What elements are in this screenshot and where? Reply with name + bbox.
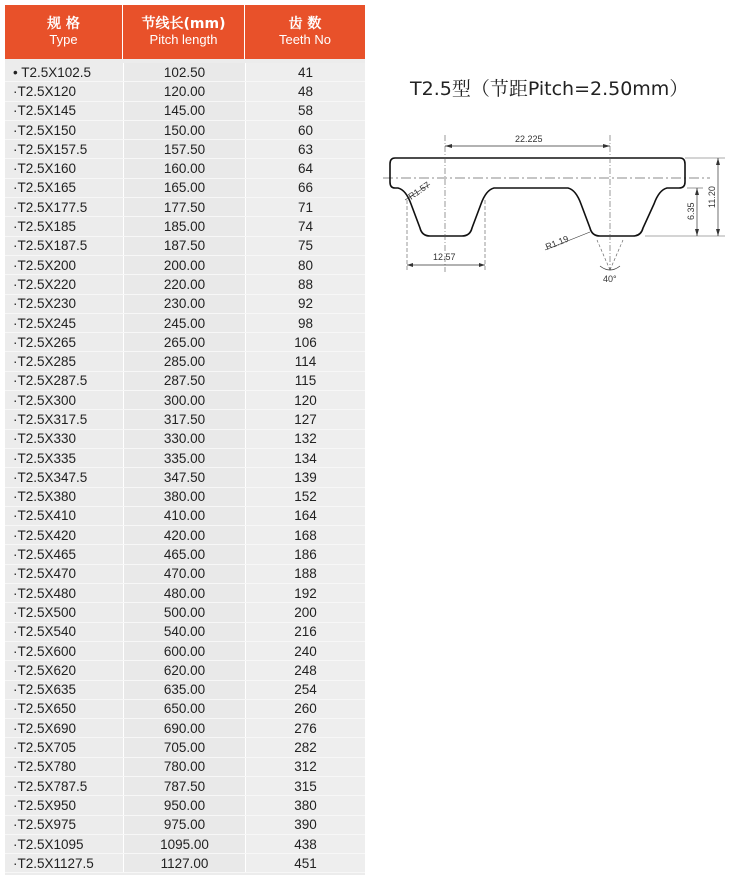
cell-pitch-length: 380.00 <box>123 488 245 506</box>
cell-teeth-no: 315 <box>245 777 365 795</box>
cell-teeth-no: 451 <box>245 854 365 872</box>
table-row <box>5 603 365 622</box>
cell-type: ·T2.5X480 <box>13 585 77 601</box>
cell-teeth-no: 188 <box>245 565 365 583</box>
cell-pitch-length: 780.00 <box>123 758 245 776</box>
cell-pitch-length: 177.50 <box>123 198 245 216</box>
cell-type: ·T2.5X780 <box>13 759 77 775</box>
cell-teeth-no: 114 <box>245 352 365 370</box>
cell-type: ·T2.5X230 <box>13 296 77 312</box>
cell-teeth-no: 192 <box>245 584 365 602</box>
arrow-icon <box>603 144 610 148</box>
table-row <box>5 198 365 217</box>
cell-pitch-length: 620.00 <box>123 661 245 679</box>
table-header <box>5 5 365 59</box>
cell-teeth-no: 168 <box>245 526 365 544</box>
cell-pitch-length: 120.00 <box>123 82 245 100</box>
cell-type: ·T2.5X650 <box>13 701 77 717</box>
table-row <box>5 796 365 815</box>
cell-type: ·T2.5X150 <box>13 122 77 138</box>
cell-pitch-length: 480.00 <box>123 584 245 602</box>
cell-pitch-length: 187.50 <box>123 237 245 255</box>
cell-teeth-no: 134 <box>245 449 365 467</box>
table-body <box>5 59 365 875</box>
arrow-icon <box>445 144 452 148</box>
cell-pitch-length: 102.50 <box>123 63 245 81</box>
cell-teeth-no: 80 <box>245 256 365 274</box>
belt-outline <box>390 158 685 236</box>
table-row <box>5 488 365 507</box>
cell-type: ·T2.5X540 <box>13 624 77 640</box>
cell-type: ·T2.5X300 <box>13 392 77 408</box>
cell-pitch-length: 500.00 <box>123 603 245 621</box>
arrow-icon <box>716 158 720 165</box>
cell-teeth-no: 115 <box>245 372 365 390</box>
cell-type: ·T2.5X705 <box>13 740 77 756</box>
table-row <box>5 507 365 526</box>
cell-pitch-length: 950.00 <box>123 796 245 814</box>
cell-type: ·T2.5X380 <box>13 489 77 505</box>
table-row <box>5 777 365 796</box>
table-row <box>5 835 365 854</box>
angle-label: 40° <box>603 274 617 284</box>
table-row <box>5 526 365 545</box>
cell-pitch-length: 145.00 <box>123 102 245 120</box>
cell-pitch-length: 540.00 <box>123 623 245 641</box>
tooth-width-label: 12.57 <box>433 252 456 262</box>
cell-type: ·T2.5X330 <box>13 431 77 447</box>
table-row <box>5 372 365 391</box>
cell-type: ·T2.5X787.5 <box>13 778 88 794</box>
table-row <box>5 758 365 777</box>
cell-type: ·T2.5X265 <box>13 334 77 350</box>
cell-pitch-length: 335.00 <box>123 449 245 467</box>
table-row <box>5 352 365 371</box>
cell-teeth-no: 139 <box>245 468 365 486</box>
table-row <box>5 661 365 680</box>
radius-bottom-label: R1.19 <box>544 233 571 252</box>
table-row <box>5 854 365 873</box>
header-pitch-length: 节线长(mm) Pitch length <box>123 5 245 59</box>
cell-type: ·T2.5X165 <box>13 180 77 196</box>
cell-teeth-no: 254 <box>245 681 365 699</box>
table-row <box>5 738 365 757</box>
cell-teeth-no: 120 <box>245 391 365 409</box>
cell-teeth-no: 380 <box>245 796 365 814</box>
cell-pitch-length: 287.50 <box>123 372 245 390</box>
radius-top-label: R1.57 <box>406 179 432 202</box>
angle-line <box>610 240 623 270</box>
cell-type: ·T2.5X347.5 <box>13 469 88 485</box>
cell-pitch-length: 230.00 <box>123 295 245 313</box>
cell-type: ·T2.5X220 <box>13 276 77 292</box>
cell-type: ·T2.5X317.5 <box>13 411 88 427</box>
cell-teeth-no: 88 <box>245 275 365 293</box>
cell-type: ·T2.5X1095 <box>13 836 84 852</box>
cell-teeth-no: 200 <box>245 603 365 621</box>
table-row <box>5 681 365 700</box>
cell-teeth-no: 186 <box>245 545 365 563</box>
cell-pitch-length: 1095.00 <box>123 835 245 853</box>
cell-teeth-no: 92 <box>245 295 365 313</box>
cell-teeth-no: 312 <box>245 758 365 776</box>
cell-type: ·T2.5X200 <box>13 257 77 273</box>
cell-teeth-no: 64 <box>245 159 365 177</box>
arrow-icon <box>407 263 413 267</box>
cell-teeth-no: 60 <box>245 121 365 139</box>
cell-pitch-length: 1127.00 <box>123 854 245 872</box>
table-row <box>5 430 365 449</box>
cell-pitch-length: 245.00 <box>123 314 245 332</box>
cell-pitch-length: 185.00 <box>123 217 245 235</box>
cell-teeth-no: 75 <box>245 237 365 255</box>
cell-pitch-length: 220.00 <box>123 275 245 293</box>
table-row <box>5 333 365 352</box>
cell-teeth-no: 216 <box>245 623 365 641</box>
cell-teeth-no: 98 <box>245 314 365 332</box>
cell-teeth-no: 438 <box>245 835 365 853</box>
cell-type: • T2.5X102.5 <box>13 64 92 80</box>
cell-teeth-no: 71 <box>245 198 365 216</box>
cell-teeth-no: 41 <box>245 63 365 81</box>
table-row <box>5 121 365 140</box>
total-height-label: 11.20 <box>707 186 717 208</box>
cell-pitch-length: 410.00 <box>123 507 245 525</box>
cell-teeth-no: 152 <box>245 488 365 506</box>
cell-type: ·T2.5X950 <box>13 797 77 813</box>
cell-teeth-no: 74 <box>245 217 365 235</box>
cell-pitch-length: 420.00 <box>123 526 245 544</box>
header-teeth-no: 齿 数 Teeth No <box>278 16 332 47</box>
cell-pitch-length: 975.00 <box>123 816 245 834</box>
cell-type: ·T2.5X600 <box>13 643 77 659</box>
cell-type: ·T2.5X185 <box>13 219 77 235</box>
cell-type: ·T2.5X157.5 <box>13 141 88 157</box>
drawing-title: T2.5型（节距Pitch=2.50mm） <box>410 78 689 100</box>
table-row <box>5 102 365 121</box>
table-row <box>5 63 365 82</box>
arrow-icon <box>479 263 485 267</box>
arrow-icon <box>695 188 699 195</box>
table-row <box>5 816 365 835</box>
table-row <box>5 391 365 410</box>
cell-type: ·T2.5X470 <box>13 566 77 582</box>
cell-pitch-length: 650.00 <box>123 700 245 718</box>
table-row <box>5 256 365 275</box>
cell-teeth-no: 240 <box>245 642 365 660</box>
table-row <box>5 719 365 738</box>
cell-pitch-length: 317.50 <box>123 410 245 428</box>
tooth-height-label: 6.35 <box>686 202 696 220</box>
cell-pitch-length: 150.00 <box>123 121 245 139</box>
cell-pitch-length: 165.00 <box>123 179 245 197</box>
cell-teeth-no: 282 <box>245 738 365 756</box>
cell-type: ·T2.5X635 <box>13 682 77 698</box>
table-row <box>5 237 365 256</box>
cell-type: ·T2.5X145 <box>13 103 77 119</box>
table-row <box>5 314 365 333</box>
cell-type: ·T2.5X187.5 <box>13 238 88 254</box>
cell-pitch-length: 160.00 <box>123 159 245 177</box>
cell-pitch-length: 157.50 <box>123 140 245 158</box>
cell-pitch-length: 285.00 <box>123 352 245 370</box>
table-row <box>5 275 365 294</box>
header-type: 规 格 Type <box>5 5 123 59</box>
spec-table <box>5 5 365 875</box>
belt-profile-drawing <box>375 120 730 290</box>
table-row <box>5 217 365 236</box>
cell-pitch-length: 265.00 <box>123 333 245 351</box>
cell-type: ·T2.5X465 <box>13 547 77 563</box>
cell-type: ·T2.5X335 <box>13 450 77 466</box>
table-row <box>5 82 365 101</box>
cell-teeth-no: 127 <box>245 410 365 428</box>
table-row <box>5 179 365 198</box>
cell-pitch-length: 635.00 <box>123 681 245 699</box>
table-row <box>5 642 365 661</box>
cell-teeth-no: 260 <box>245 700 365 718</box>
cell-teeth-no: 106 <box>245 333 365 351</box>
cell-teeth-no: 132 <box>245 430 365 448</box>
cell-type: ·T2.5X690 <box>13 720 77 736</box>
angle-line <box>597 240 610 270</box>
cell-teeth-no: 58 <box>245 102 365 120</box>
cell-type: ·T2.5X245 <box>13 315 77 331</box>
cell-pitch-length: 465.00 <box>123 545 245 563</box>
table-row <box>5 545 365 564</box>
cell-teeth-no: 63 <box>245 140 365 158</box>
table-row <box>5 468 365 487</box>
cell-teeth-no: 390 <box>245 816 365 834</box>
cell-teeth-no: 66 <box>245 179 365 197</box>
table-row <box>5 623 365 642</box>
cell-pitch-length: 690.00 <box>123 719 245 737</box>
cell-type: ·T2.5X177.5 <box>13 199 88 215</box>
table-row <box>5 449 365 468</box>
cell-pitch-length: 200.00 <box>123 256 245 274</box>
cell-type: ·T2.5X160 <box>13 161 77 177</box>
table-row <box>5 410 365 429</box>
cell-type: ·T2.5X500 <box>13 604 77 620</box>
cell-pitch-length: 600.00 <box>123 642 245 660</box>
cell-type: ·T2.5X1127.5 <box>13 855 94 871</box>
table-row <box>5 584 365 603</box>
cell-teeth-no: 276 <box>245 719 365 737</box>
table-row <box>5 700 365 719</box>
cell-pitch-length: 300.00 <box>123 391 245 409</box>
cell-type: ·T2.5X410 <box>13 508 77 524</box>
table-row <box>5 565 365 584</box>
cell-type: ·T2.5X975 <box>13 817 77 833</box>
cell-pitch-length: 705.00 <box>123 738 245 756</box>
pitch-label: 22.225 <box>515 134 543 144</box>
cell-pitch-length: 347.50 <box>123 468 245 486</box>
cell-teeth-no: 164 <box>245 507 365 525</box>
table-row <box>5 295 365 314</box>
cell-type: ·T2.5X285 <box>13 354 77 370</box>
cell-type: ·T2.5X287.5 <box>13 373 88 389</box>
cell-pitch-length: 470.00 <box>123 565 245 583</box>
cell-type: ·T2.5X620 <box>13 662 77 678</box>
cell-pitch-length: 787.50 <box>123 777 245 795</box>
arrow-icon <box>695 229 699 236</box>
table-row <box>5 159 365 178</box>
cell-type: ·T2.5X420 <box>13 527 77 543</box>
arrow-icon <box>716 229 720 236</box>
table-row <box>5 140 365 159</box>
cell-teeth-no: 248 <box>245 661 365 679</box>
cell-teeth-no: 48 <box>245 82 365 100</box>
cell-pitch-length: 330.00 <box>123 430 245 448</box>
cell-type: ·T2.5X120 <box>13 83 77 99</box>
